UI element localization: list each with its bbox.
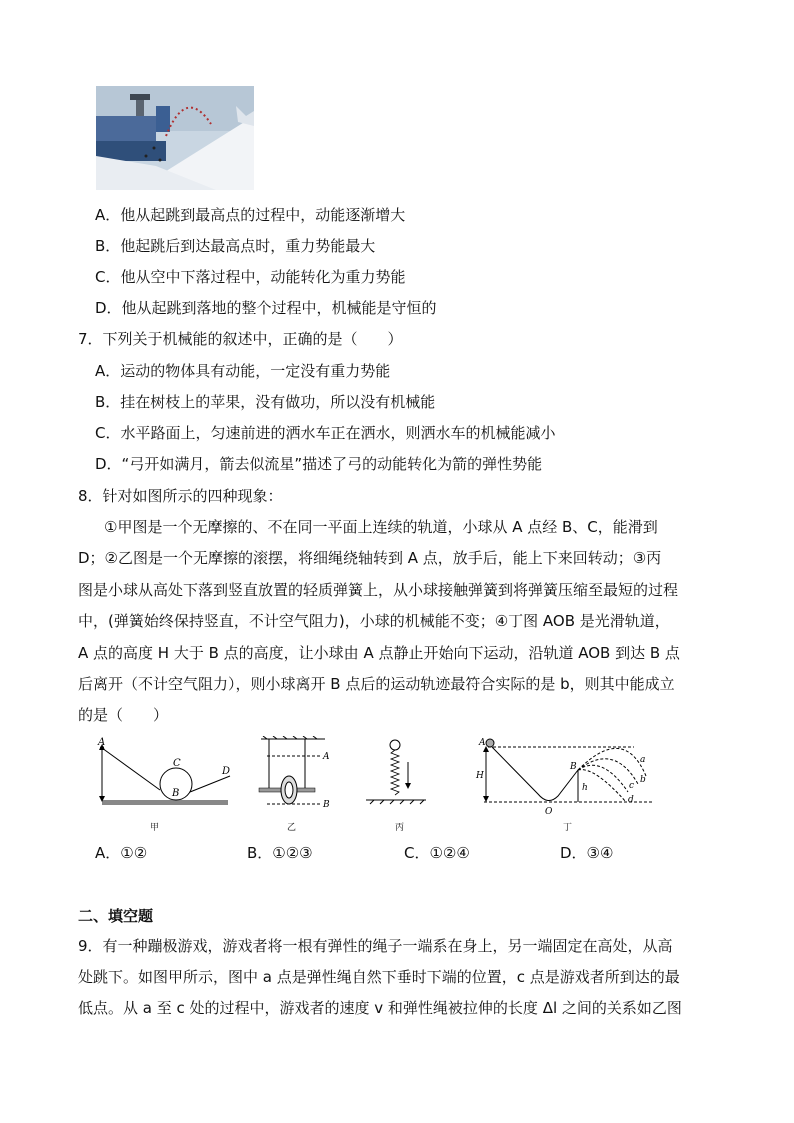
label-b: B bbox=[172, 788, 180, 799]
q8-answer-b: B．①②③ bbox=[247, 844, 313, 862]
q8-text-line: 中，(弹簧始终保持竖直，不计空气阻力)，小球的机械能不变；④丁图 AOB 是光滑轨道， bbox=[78, 612, 670, 630]
q9-text-line: 9．有一种蹦极游戏，游戏者将一根有弹性的绳子一端系在身上，另一端固定在高处，从高 bbox=[78, 937, 673, 955]
figure-ding bbox=[474, 736, 660, 818]
figure-yi-caption: 乙 bbox=[287, 823, 297, 833]
q6-option-d: D．他从起跳到落地的整个过程中，机械能是守恒的 bbox=[95, 299, 437, 317]
figure-bing-caption: 丙 bbox=[395, 823, 405, 833]
figure-bing bbox=[362, 736, 432, 818]
q8-text-line: ①甲图是一个无摩擦的、不在同一平面上连续的轨道，小球从 A 点经 B、C，能滑到 bbox=[104, 518, 658, 536]
ski-jump-photo bbox=[96, 86, 254, 190]
q8-answer-d: D．③④ bbox=[560, 844, 614, 862]
figure-yi bbox=[253, 736, 343, 818]
figure-ding-caption: 丁 bbox=[563, 823, 573, 833]
label-a: A bbox=[98, 737, 106, 748]
q8-answer-c: C．①②④ bbox=[404, 844, 470, 862]
label-c: C bbox=[173, 758, 181, 769]
label-a: A bbox=[479, 738, 486, 748]
q7-option-b: B．挂在树枝上的苹果，没有做功，所以没有机械能 bbox=[95, 393, 436, 411]
label-d-curve: d bbox=[628, 795, 634, 805]
label-b: B bbox=[323, 800, 330, 810]
label-d: D bbox=[222, 766, 231, 777]
q8-stem: 8．针对如图所示的四种现象： bbox=[78, 487, 283, 505]
label-h-upper: H bbox=[476, 771, 484, 781]
q8-text-line: D；②乙图是一个无摩擦的滚摆，将细绳绕轴转到 A 点，放手后，能上下来回转动；③丙 bbox=[78, 549, 662, 567]
figure-jia-caption: 甲 bbox=[150, 823, 160, 833]
q7-option-a: A．运动的物体具有动能，一定没有重力势能 bbox=[95, 362, 391, 380]
label-b: B bbox=[570, 762, 577, 772]
label-a: A bbox=[323, 752, 330, 762]
q6-option-b: B．他起跳后到达最高点时，重力势能最大 bbox=[95, 237, 376, 255]
q7-option-d: D．“弓开如满月，箭去似流星”描述了弓的动能转化为箭的弹性势能 bbox=[95, 455, 543, 473]
label-o: O bbox=[545, 807, 553, 814]
q7-option-c: C．水平路面上，匀速前进的洒水车正在洒水，则洒水车的机械能减小 bbox=[95, 424, 556, 442]
label-b-curve: b bbox=[640, 775, 646, 785]
q6-option-a: A．他从起跳到最高点的过程中，动能逐渐增大 bbox=[95, 206, 406, 224]
q9-text-line: 处跳下。如图甲所示，图中 a 点是弹性绳自然下垂时下端的位置，c 点是游戏者所到达的最 bbox=[78, 968, 680, 986]
label-a-curve: a bbox=[640, 755, 646, 765]
q8-text-line: 图是小球从高处下落到竖直放置的轻质弹簧上，从小球接触弹簧到将弹簧压缩至最短的过程 bbox=[78, 581, 679, 599]
q8-text-line: 的是（ ） bbox=[78, 706, 169, 724]
label-c-curve: c bbox=[629, 781, 635, 791]
q8-answer-a: A．①② bbox=[95, 844, 148, 862]
q9-text-line: 低点。从 a 至 c 处的过程中，游戏者的速度 v 和弹性绳被拉伸的长度 Δl 之间的关系如乙图 bbox=[78, 999, 682, 1017]
q6-option-c: C．他从空中下落过程中，动能转化为重力势能 bbox=[95, 268, 406, 286]
q8-text-line: 后离开（不计空气阻力），则小球离开 B 点后的运动轨迹最符合实际的是 b，则其中能成立 bbox=[78, 675, 675, 693]
q8-text-line: A 点的高度 H 大于 B 点的高度，让小球由 A 点静止开始向下运动，沿轨道 AOB 到达 B 点 bbox=[78, 644, 680, 662]
label-h-lower: h bbox=[582, 783, 588, 793]
section-title: 二、填空题 bbox=[78, 907, 154, 925]
figure-jia bbox=[96, 736, 232, 818]
q7-stem: 7．下列关于机械能的叙述中，正确的是（ ） bbox=[78, 330, 403, 348]
